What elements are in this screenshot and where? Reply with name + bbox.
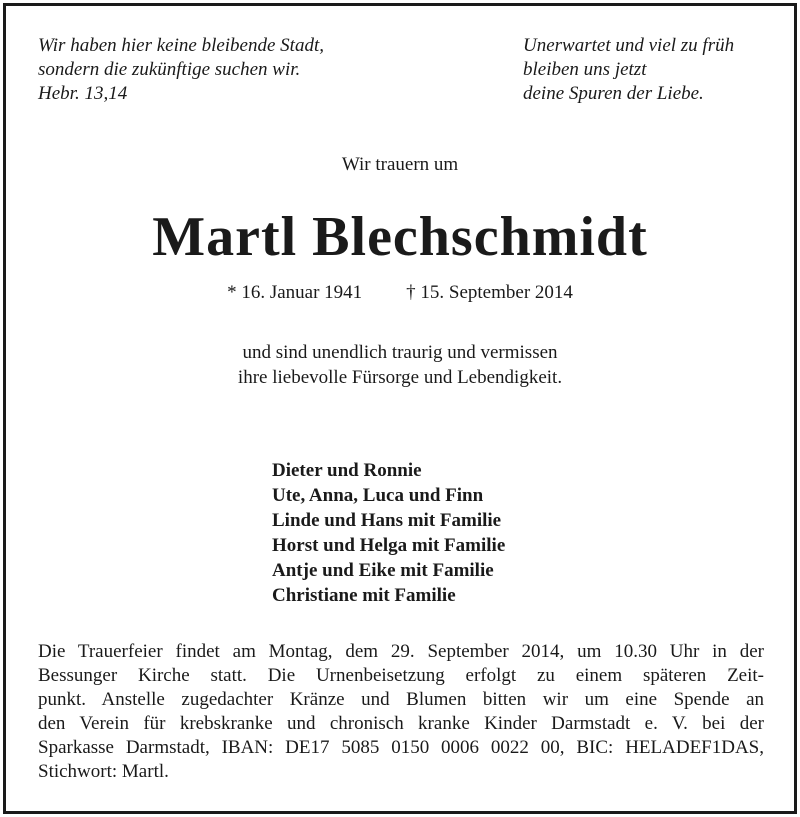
message-line: ihre liebevolle Fürsorge und Lebendigkeit. bbox=[237, 367, 563, 388]
mourner-entry: Antje und Eike mit Familie bbox=[272, 560, 494, 581]
farewell-verse-line: deine Spuren der Liebe. bbox=[523, 83, 704, 104]
mourners-list bbox=[272, 458, 505, 608]
mourner-entry: Horst und Helga mit Familie bbox=[272, 535, 506, 556]
bible-quote-line: sondern die zukünftige suchen wir. bbox=[38, 59, 301, 80]
farewell-verse bbox=[523, 34, 734, 106]
details-line: Sparkasse Darmstadt, IBAN: DE17 5085 0150 0006 0022 00, BIC: HELADEF1DAS, bbox=[38, 737, 764, 758]
intro-text: Wir trauern um bbox=[341, 154, 459, 175]
mourner-entry: Ute, Anna, Luca und Finn bbox=[272, 485, 484, 506]
details-line: Stichwort: Martl. bbox=[38, 761, 169, 782]
deceased-name: Martl Blechschmidt bbox=[152, 206, 648, 268]
message-line: und sind unendlich traurig und vermissen bbox=[242, 342, 558, 363]
funeral-details bbox=[38, 640, 764, 784]
mourner-entry: Dieter und Ronnie bbox=[272, 460, 422, 481]
bible-quote-reference: Hebr. 13,14 bbox=[38, 83, 128, 104]
details-line: den Verein für krebskranke und chronisch kranke Kinder Darmstadt e. V. bei der bbox=[38, 713, 764, 734]
details-line: Die Trauerfeier findet am Montag, dem 29. September 2014, um 10.30 Uhr in der bbox=[38, 641, 764, 662]
farewell-verse-line: Unerwartet und viel zu früh bbox=[523, 35, 735, 56]
details-line: Bessunger Kirche statt. Die Urnenbeisetzung erfolgt zu einem späteren Zeit- bbox=[38, 665, 764, 686]
bible-quote bbox=[38, 34, 324, 106]
death-date: † 15. September 2014 bbox=[406, 282, 573, 303]
birth-date: * 16. Januar 1941 bbox=[227, 282, 363, 303]
mourner-entry: Linde und Hans mit Familie bbox=[272, 510, 502, 531]
mourning-message bbox=[0, 340, 800, 390]
details-line: punkt. Anstelle zugedachter Kränze und Blumen bitten wir um eine Spende an bbox=[38, 689, 764, 710]
mourner-entry: Christiane mit Familie bbox=[272, 585, 456, 606]
farewell-verse-line: bleiben uns jetzt bbox=[523, 59, 647, 80]
bible-quote-line: Wir haben hier keine bleibende Stadt, bbox=[38, 35, 324, 56]
life-dates bbox=[0, 282, 800, 304]
